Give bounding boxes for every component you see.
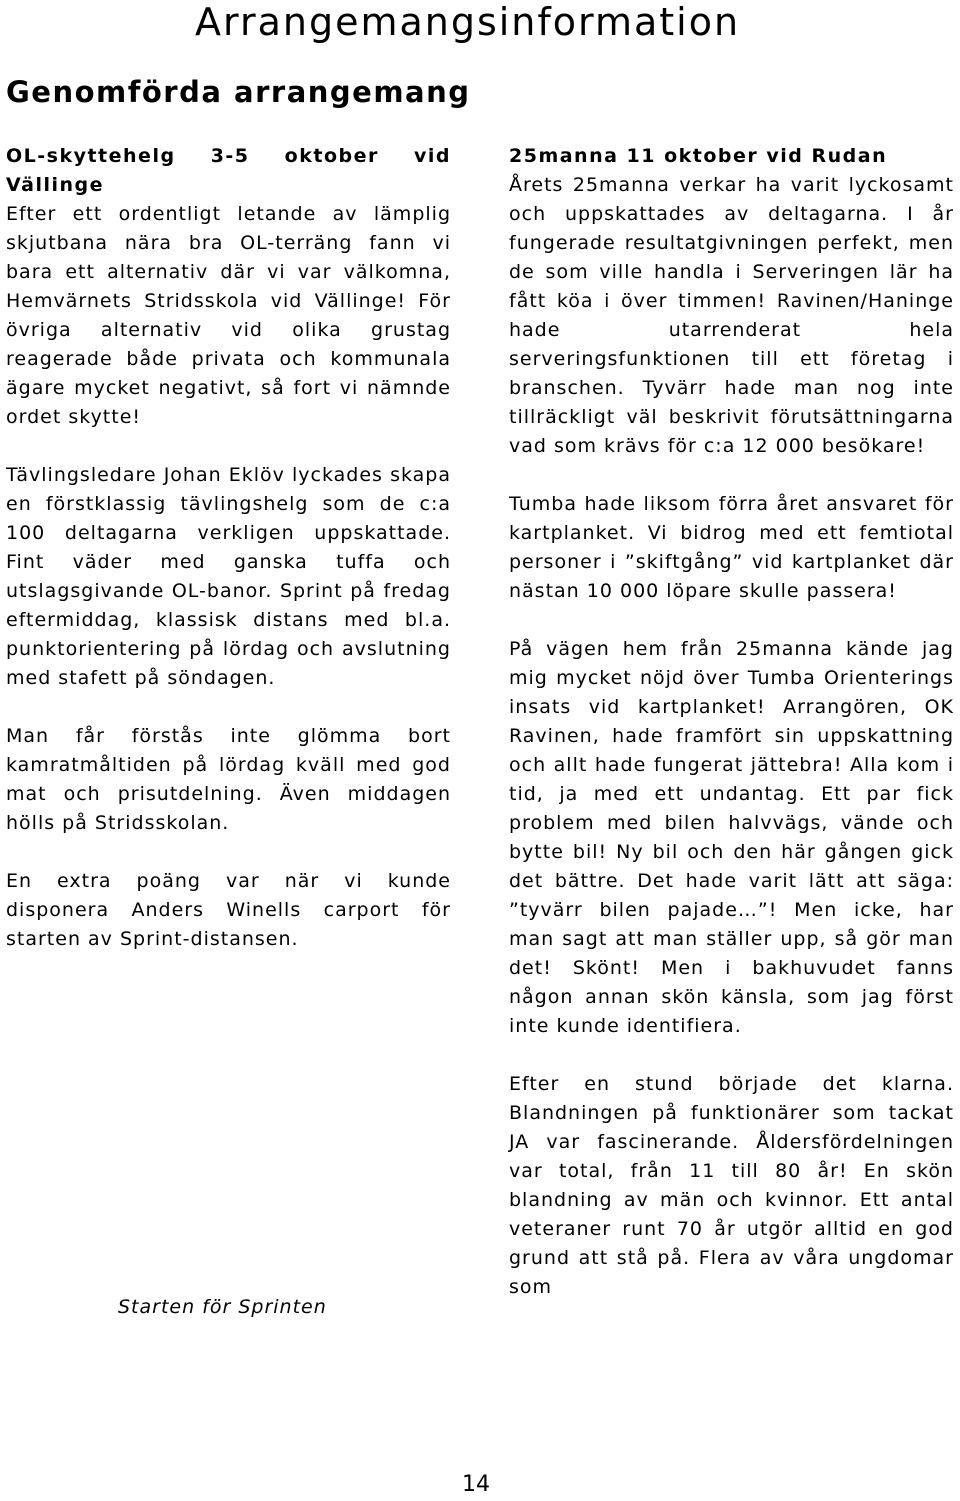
page-number: 14 <box>462 1472 490 1497</box>
section-heading: Genomförda arrangemang <box>6 75 471 109</box>
article-heading: OL-skyttehelg 3-5 oktober vid Vällinge <box>6 145 451 196</box>
right-column <box>509 142 954 1302</box>
article-paragraph: Årets 25manna verkar ha varit lyckosamt och uppskattades av deltagarna. I år fungerade resultatgivningen perfekt, men de som ville handla i Serveringen lär ha fått köa i över timmen! Ravinen/Haninge hade utarrenderat hela serveringsfunktionen till ett företag i branschen. Tyvärr hade man nog inte tillräckligt väl beskrivit förutsättningarna vad som krävs för c:a 12 000 besökare! <box>509 174 954 457</box>
article-paragraph: En extra poäng var när vi kunde disponera Anders Winells carport för starten av Sprint-distansen. <box>6 870 451 950</box>
article-paragraph: Man får förstås inte glömma bort kamratmåltiden på lördag kväll med god mat och prisutdelning. Även middagen hölls på Stridsskolan. <box>6 725 451 834</box>
article-paragraph: Efter en stund började det klarna. Blandningen på funktionärer som tackat JA var fascinerande. Åldersfördelningen var total, från 11 till 80 år! En skön blandning av män och kvinnor. Ett antal veteraner runt 70 år utgör alltid en god grund att stå på. Flera av våra ungdomar som <box>509 1073 954 1298</box>
article-paragraph: Tumba hade liksom förra året ansvaret för kartplanket. Vi bidrog med ett femtiotal personer i ”skiftgång” vid kartplanket där nästan 10 000 löpare skulle passera! <box>509 493 954 602</box>
left-column <box>6 142 451 983</box>
image-caption: Starten för Sprinten <box>118 1296 327 1318</box>
article-25manna <box>509 142 954 461</box>
page-title: Arrangemangsinformation <box>195 0 741 44</box>
article-ol-skyttehelg <box>6 142 451 432</box>
article-heading: 25manna 11 oktober vid Rudan <box>509 145 888 167</box>
article-paragraph: Tävlingsledare Johan Eklöv lyckades skapa en förstklassig tävlingshelg som de c:a 100 deltagarna verkligen uppskattade. Fint väder med ganska tuffa och utslagsgivande OL-banor. Sprint på fredag eftermiddag, klassisk distans med bl.a. punktorientering på lördag och avslutning med stafett på söndagen. <box>6 464 451 689</box>
article-paragraph: På vägen hem från 25manna kände jag mig mycket nöjd över Tumba Orienterings insats vid kartplanket! Arrangören, OK Ravinen, hade framfört sin uppskattning och allt hade fungerat jättebra! Alla kom i tid, ja med ett undantag. Ett par fick problem med bilen halvvägs, vände och bytte bil! Ny bil och den här gången gick det bättre. Det hade varit lätt att säga: ”tyvärr bilen pajade…”! Men icke, har man sagt att man ställer upp, så gör man det! Skönt! Men i bakhuvudet fanns någon annan skön känsla, som jag först inte kunde identifiera. <box>509 638 954 1037</box>
article-paragraph: Efter ett ordentligt letande av lämplig skjutbana nära bra OL-terräng fann vi bara ett alternativ där vi var välkomna, Hemvärnets Stridsskola vid Vällinge! För övriga alternativ vid olika grustag reagerade både privata och kommunala ägare mycket negativt, så fort vi nämnde ordet skytte! <box>6 203 451 428</box>
